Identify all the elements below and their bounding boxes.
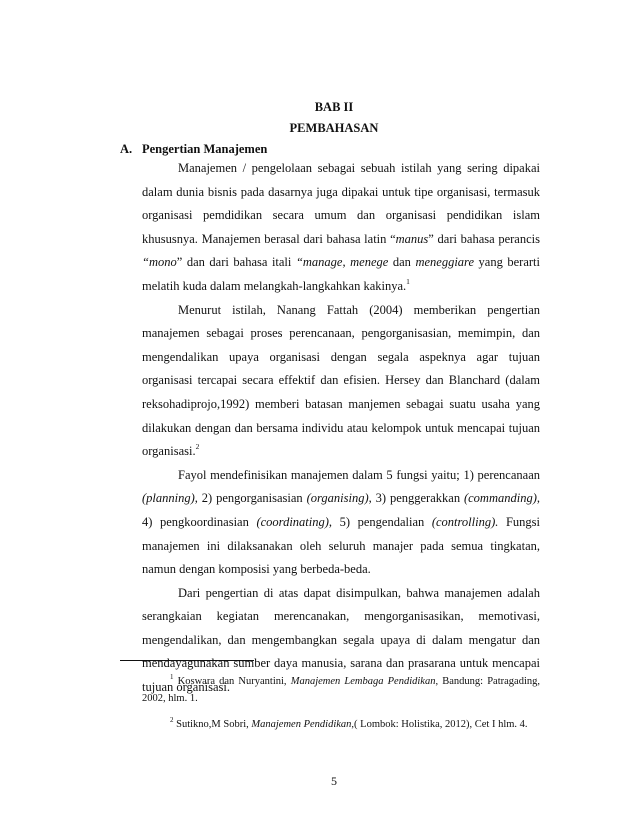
section-heading [120, 142, 267, 157]
paragraph-1-text: dan [388, 255, 416, 270]
chapter-number: BAB II [314, 100, 354, 114]
paragraph-2-text: Menurut istilah, Nanang Fattah (2004) memberikan pengertian manajemen sebagai proses perencanaan, pengorganisasian, memimpin, dan mengendalikan upaya organisasi dengan segala aspeknya agar tujuan organisasi tercapai secara effektif dan efisien. Hersey dan Blanchard (dalam reksohadiprojo,1992) memberi batasan manjemen sebagai suatu usaha yang dilakukan dengan dan bersama individu atau kelompok untuk mencapai tujuan organisasi. [142, 302, 540, 459]
term-mono: “mono [142, 255, 177, 270]
term-planning: (planning) [142, 491, 195, 506]
chapter-title: PEMBAHASAN [289, 121, 379, 135]
footnotes [142, 674, 540, 744]
paragraph-1 [142, 157, 540, 299]
term-coordinating: (coordinating) [256, 514, 329, 529]
paragraph-3-text: , 3) penggerakkan [368, 491, 464, 506]
footnote-2-publication: ,( Lombok: Holistika, 2012), Cet I hlm. 4. [351, 719, 528, 730]
footnote-1-publication: , Bandung: Patragading, 2002, hlm. 1. [142, 676, 540, 704]
paragraph-3-text: , 5) pengendalian [328, 514, 432, 529]
term-organising: (organising) [306, 491, 369, 506]
section-letter: A. [120, 142, 133, 156]
paragraph-1-text: ” dan dari bahasa itali [176, 255, 296, 270]
footnote-ref-1[interactable]: 1 [406, 276, 410, 286]
page-number: 5 [331, 774, 337, 788]
term-meneggiare: meneggiare [415, 255, 474, 270]
body-text [142, 157, 540, 700]
footnote-2-authors: Sutikno,M Sobri, [176, 719, 252, 730]
paragraph-3-text: Fungsi manajemen ini dilaksanakan oleh seluruh manajer pada semua tingkatan, namun dengan komposisi yang berbeda-beda. [142, 514, 540, 577]
footnote-number-2: 2 [170, 716, 174, 724]
term-manus: manus [395, 231, 429, 246]
term-commanding: (commanding) [463, 491, 537, 506]
paragraph-4-text: Dari pengertian di atas dapat disimpulkan, bahwa manajemen adalah serangkaian kegiatan merencanakan, mengorganisasikan, memotivasi, mengendalikan, dan mengembangkan segala upaya di dalam mengatur dan mendayagunakan sumber daya manusia, sarana dan prasarana untuk mencapai tujuan organisasi. [142, 585, 540, 695]
footnote-2-book-title: Manajemen Pendidikan [251, 719, 352, 730]
paragraph-1-text: ” dari bahasa perancis [428, 231, 540, 246]
paragraph-2 [142, 299, 540, 464]
footnote-1-book-title: Manajemen Lembaga Pendidikan [290, 676, 436, 687]
footnote-1 [142, 674, 540, 707]
term-manage: “manage, menege [295, 255, 389, 270]
footnote-number-1: 1 [170, 673, 174, 681]
paragraph-1-text: Manajemen / pengelolaan sebagai sebuah istilah yang sering dipakai dalam dunia bisnis pada dasarnya juga dipakai untuk tipe organisasi, termasuk organisasi pemdidikan secara umum dan organisasi pendidikan islam khususnya. Manajemen berasal dari bahasa latin “ [142, 161, 540, 246]
footnote-1-authors: Koswara dan Nuryantini, [177, 676, 291, 687]
term-controlling: (controlling). [431, 514, 499, 529]
paragraph-3-text: , 4) pengkoordinasian [142, 491, 540, 529]
paragraph-3-text: , 2) pengorganisasian [194, 491, 307, 506]
paragraph-3 [142, 464, 540, 582]
footnote-2 [142, 717, 540, 734]
footnote-ref-2[interactable]: 2 [195, 442, 200, 452]
paragraph-1-text: yang berarti melatih kuda dalam melangkah-langkahkan kakinya. [142, 255, 540, 293]
section-title: Pengertian Manajemen [142, 142, 268, 156]
paragraph-3-text: Fayol mendefinisikan manajemen dalam 5 fungsi yaitu; 1) perencanaan [178, 467, 540, 482]
footnote-divider [120, 660, 254, 661]
